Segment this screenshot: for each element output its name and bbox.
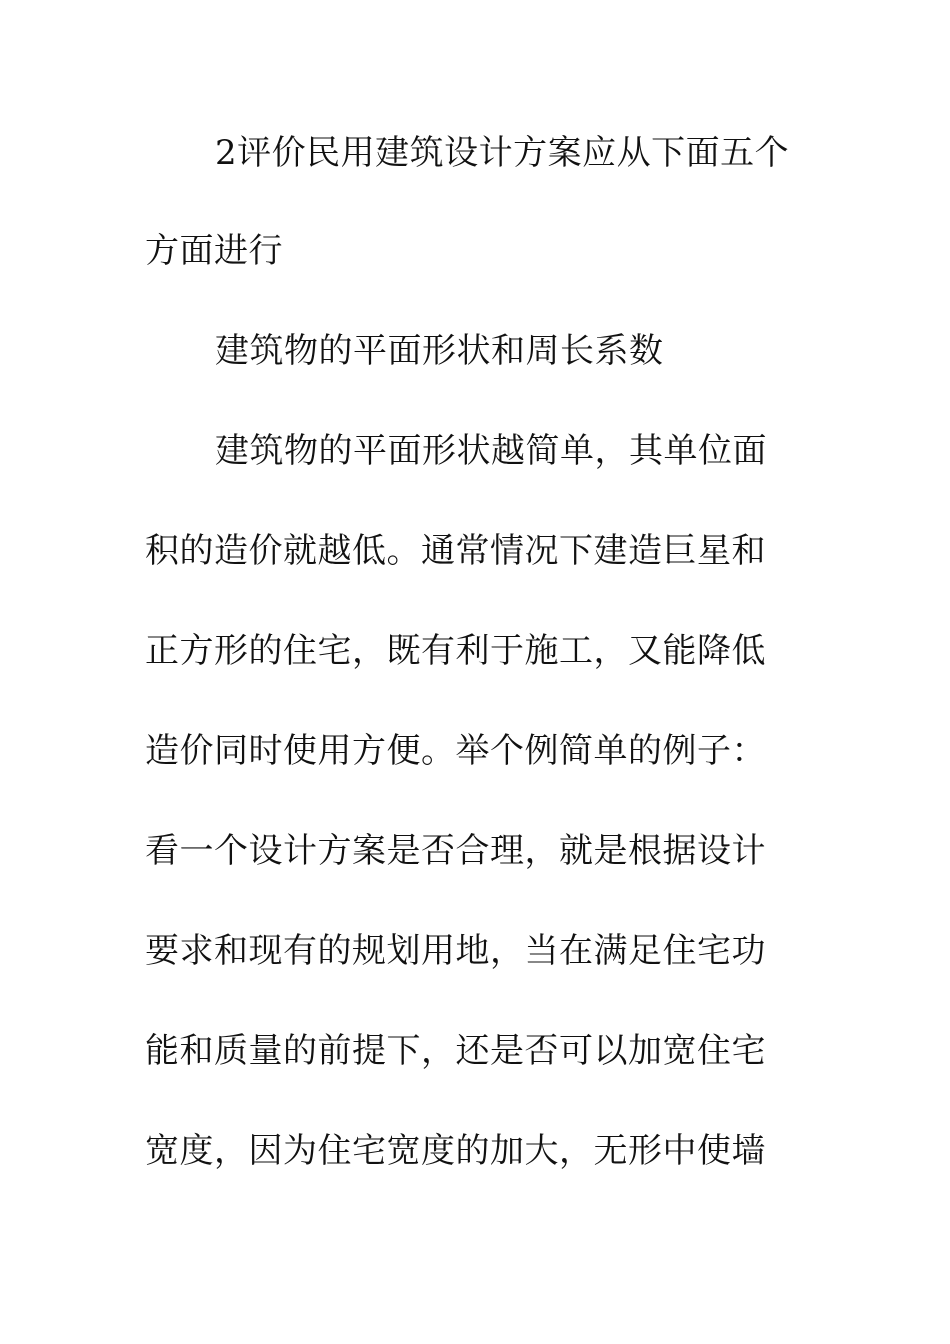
paragraph-line: 看一个设计方案是否合理，就是根据设计 [145, 831, 766, 871]
paragraph-line: 积的造价就越低。通常情况下建造巨星和 [145, 531, 766, 571]
paragraph-line: 要求和现有的规划用地，当在满足住宅功 [145, 931, 766, 971]
paragraph-line: 宽度，因为住宅宽度的加大，无形中使墙 [145, 1131, 766, 1171]
paragraph-line: 造价同时使用方便。举个例简单的例子： [145, 731, 766, 771]
paragraph-line: 正方形的住宅，既有利于施工，又能降低 [145, 631, 766, 671]
heading-evaluation-aspects-cont: 方面进行 [145, 231, 283, 271]
paragraph-line: 能和质量的前提下，还是否可以加宽住宅 [145, 1031, 766, 1071]
paragraph-line: 建筑物的平面形状越简单，其单位面 [215, 431, 767, 471]
heading-evaluation-aspects: 2评价民用建筑设计方案应从下面五个 [215, 133, 790, 173]
subheading-plan-shape: 建筑物的平面形状和周长系数 [215, 331, 664, 371]
